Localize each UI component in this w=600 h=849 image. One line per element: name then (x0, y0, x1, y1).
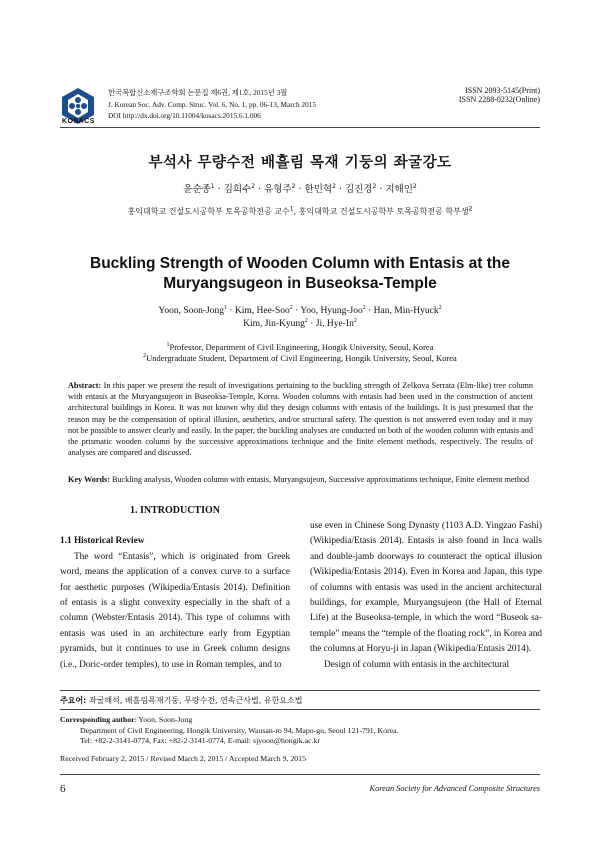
subsection-heading: 1.1 Historical Review (60, 536, 145, 547)
society-name: Korean Society for Advanced Composite Structures (369, 784, 540, 793)
received-dates: Received February 2, 2015 / Revised March 2, 2015 / Accepted March 9, 2015 (60, 754, 306, 763)
authors-en: Yoon, Soon-Jong$^1$ · Kim, Hee-Soo$^2$ · Yoo, Hyung-Joo$^2$ · Han, Min-Hyuck$^2$ Kim, Jin-Kyung$^2$ · Ji, Hye-In$^2$ (158, 304, 442, 329)
issn-print: ISSN 2093-5145(Print) (465, 86, 540, 95)
keywords-label: Key Words: (68, 475, 110, 484)
author-en: Ji, Hye-In (315, 319, 354, 329)
footer-divider (60, 774, 540, 775)
issn-online: ISSN 2288-0232(Online) (458, 95, 540, 104)
author-en: Kim, Hee-Soo (234, 306, 290, 316)
keywords-ko: 주요어: 좌굴해석, 배흘림목재기둥, 무량수전, 연속근사법, 유한요소법 (60, 696, 303, 705)
left-column (60, 503, 290, 673)
authors-ko: 윤순종$^1$ · 김희수$^2$ · 유형주$^2$ · 한민혁$^2$ · 김진경$^2$ · 지해인$^2$ (183, 182, 417, 195)
author-ko: 한민혁 (304, 184, 333, 195)
affiliations-en: $^1$Professor, Department of Civil Engineering, Hongik University, Seoul, Korea $^2$Undergraduate Student, Department of Civil Engineering, Hongik University, Seoul, Korea (143, 342, 457, 363)
doi-link[interactable]: DOI http://dx.doi.org/10.11004/kosacs.2015.6.1.006 (108, 111, 261, 120)
right-column (310, 519, 542, 673)
footer-divider (60, 690, 540, 691)
title-en: Buckling Strength of Wooden Column with Entasis at the Muryangsugeon in Buseoksa-Temple (90, 255, 510, 292)
author-en: Yoon, Soon-Jong (158, 306, 224, 316)
author-ko: 윤순종 (183, 184, 211, 195)
author-en: Kim, Jin-Kyung (243, 319, 305, 329)
page-number: 6 (60, 783, 66, 795)
abstract-label: Abstract: (68, 381, 102, 390)
keywords-text: Buckling analysis, Wooden column with entasis, Muryangsujeon, Successive approximations technique, Finite element method (111, 475, 530, 484)
body-paragraph: Design of column with entasis in the architectural (324, 659, 510, 670)
logo-text: KOSACS (62, 118, 95, 125)
author-ko: 지해인 (385, 184, 413, 195)
affiliation-ko: 홍익대학교 건설도시공학부 토목공학전공 교수$^1$, 홍익대학교 건설도시공학부 토목공학전공 학부생$^2$ (127, 205, 473, 216)
abstract-text: In this paper we present the result of investigations pertaining to the buckling strength of Zelkova Serrata (Elm-like) tree column with entasis at the Muryangsujeon in Buseoksa-Temple, Korea. Wooden columns with entasis had been used in the construction of ancient architectural buildings in Korea. It was not known why did they design columns with entasis of the buildings. It is just presumed that the reason may be the compensation of optical illusion, aesthetics, and/or structural safety. The question is not answered even today and it may not be possible to answer clearly and easily. In the paper, the buckling analyses are conducted on both of the wooden column with entasis and the prismatic wooden column by the successive approximations technique and the finite element methods, respectively. The results of analyses are compared and discussed. (68, 381, 534, 458)
body-paragraph: The word “Entasis”, which is originated from Greek word, means the application of a convex curve to a surface for aesthetic purposes (Wikipedia/Entasis 2014). Definition of entasis is a slight convexity especially in the shaft of a column (Webster/Entasis 2014). This type of columns with entasis was used in an architecture early from Egyptian pyramids, but it continues to use in Greek column designs (i.e., Doric-order temples), to use in Roman temples, and to (60, 551, 290, 670)
corresponding-author: Corresponding author: Yoon, Soon-Jong Department of Civil Engineering, Hongik University, Wausan-ro 94, Mapo-gu, Seoul 121-791, Korea. Tel: +82-2-3141-0774, Fax: +82-2-3141-0774, E-mail: sjyoon@hongik.ac.kr (60, 715, 399, 745)
author-ko: 김희수 (223, 184, 252, 195)
title-ko: 부석사 무량수전 배흘림 목재 기둥의 좌굴강도 (148, 155, 452, 171)
author-en: Yoo, Hyung-Joo (300, 306, 363, 316)
corr-label: Corresponding author (60, 715, 135, 724)
body-paragraph: use even in Chinese Song Dynasty (1103 A.D. Yingzao Fashi) (Wikipedia/Etasis 2014). Entasis is also found in Inca walls and double-jamb doorways to counteract the optical illusion (Wikipedia/Entasis 2014). Even in Korea and Japan, this type of columns with entasis was used in the ancient architectural buildings, for example, Muryangsujeon (the Hall of Eternal Life) at the Buseoksa-temple, in which the word “Buseok sa-temple” means the “temple of the floating rock”, in Korea and the columns at Horyu-ji in Japan (Wikipedia/Entasis 2014). (310, 521, 542, 655)
author-ko: 유형주 (264, 184, 292, 195)
author-en: Han, Min-Hyuck (373, 306, 439, 316)
journal-name-en: J. Korean Soc. Adv. Comp. Struc. Vol. 6, No. 1, pp. 06-13, March 2015 (108, 100, 317, 109)
journal-name-ko: 한국복합신소재구조학회 논문집 제6권, 제1호, 2015년 3월 (108, 88, 288, 97)
author-ko: 김진경 (344, 184, 373, 195)
keywords (68, 474, 533, 485)
header-divider (60, 127, 540, 128)
abstract (68, 380, 533, 458)
section-heading: 1. INTRODUCTION (129, 505, 220, 516)
footer-divider (60, 709, 540, 710)
